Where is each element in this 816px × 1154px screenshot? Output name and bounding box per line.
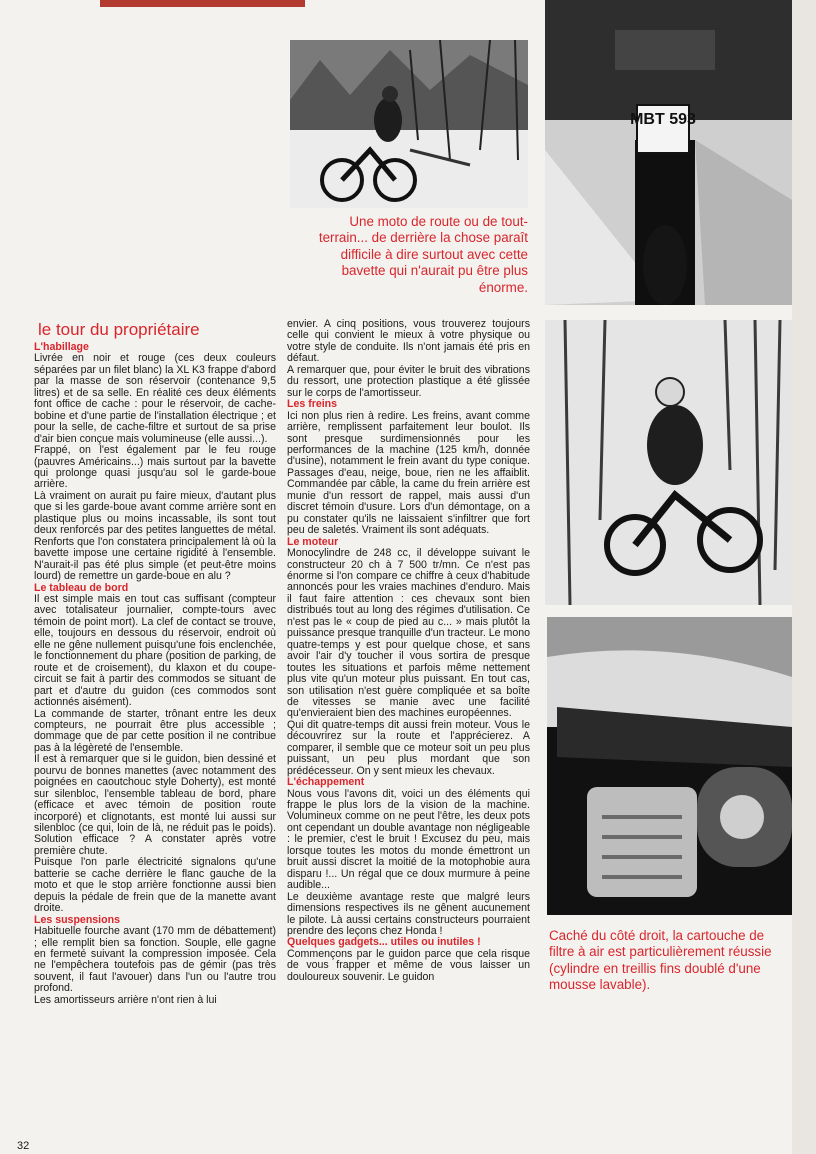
paragraph: A remarquer que, pour éviter le bruit des vibrations du ressort, une protection plastique a été glissée sur le corps de l'amortisseur. — [287, 363, 530, 399]
subheading: Les suspensions — [34, 913, 120, 926]
paragraph: Puisque l'on parle électricité signalons qu'une batterie se cache derrière le flanc gauche de la moto et que le stop arrière fonctionne aussi bien depuis la pédale de frein que de la manette avant droite. — [34, 856, 276, 915]
paragraph: Commençons par le guidon parce que cela risque de vous frapper et même de vous laisser un douloureux souvenir. Le guidon — [287, 947, 530, 983]
column-right — [287, 319, 530, 983]
article-title: le tour du propriétaire — [38, 320, 200, 339]
subheading: Le tableau de bord — [34, 581, 129, 594]
photo-rider-forest — [545, 320, 792, 605]
paragraph: Là vraiment on aurait pu faire mieux, d'autant plus que si les garde-boue avant comme arrière sont en plastique plus ou moins incassable, ils sont tout deux renforcés par des petites languettes de métal. Renforts que l'on constatera principalement là où la bavette impose une certaine rigidité à l'ensemble. N'aurait-il pas été plus simple (et peut-être moins lourd) de remettre un garde-boue en alu ? — [34, 489, 276, 583]
photo-caption-top: Une moto de route ou de tout-terrain... de derrière la chose paraît difficile à dire surtout avec cette bavette qui n'aurait pu être plus énorme. — [318, 214, 528, 295]
page-number: 32 — [17, 1140, 30, 1152]
paragraph: Frappé, on l'est également par le feu rouge (pauvres Américains...) mais surtout par la bavette qui prolonge quasi jusqu'au sol le garde-boue arrière. — [34, 444, 276, 491]
paragraph: Il est à remarquer que si le guidon, bien dessiné et pourvu de bonnes manettes (avec notamment des poignées en caoutchouc style Doherty), est monté sur silenbloc, l'ensemble tableau de bord, phare (efficace et avec témoin de position route incorporé) et clignotants, est monté lui aussi sur silenbloc (ce qui, loin de là, ne réduit pas le poids). Solution efficace ? A constater après votre première chute. — [34, 753, 276, 857]
subheading: L'échappement — [287, 776, 365, 789]
paragraph: Nous vous l'avons dit, voici un des éléments qui frappe le plus lors de la vision de la machine. Volumineux comme on ne peut l'être, les deux pots ont cependant un double avantage non négligeable : le premier, c'est le bruit ! Excusez du peu, mais lorsque toutes les motos du monde émettront un bruit aussi discret la moitié de la motophobie aura disparu !... Un régal que ce doux murmure à peine audible... — [287, 787, 530, 892]
paragraph: Habituelle fourche avant (170 mm de débattement) ; elle remplit bien sa fonction. Souple, elle gagne en fermeté suivant la compression imposée. Cela ne l'empêchera toutefois pas de gémir (pas très souvent, il faut l'avouer) dans l'un ou l'autre trou profond. — [34, 925, 276, 995]
subheading: Les freins — [287, 398, 338, 411]
paragraph: Les amortisseurs arrière n'ont rien à lui — [34, 993, 217, 1006]
subheading: L'habillage — [34, 341, 89, 353]
paragraph: Le deuxième avantage reste que malgré leurs dimensions respectives ils ne gênent aucunement le pilote. Là aussi certains constructeurs pourraient prendre des leçons chez Honda ! — [287, 890, 530, 938]
paragraph: Qui dit quatre-temps dit aussi frein moteur. Vous le découvrirez sur la route et l'apprécierez. A comparer, il semble que ce moteur soit un peu plus puissant, un peu plus mordant que son prédécesseur. On y sent mieux les chevaux. — [287, 718, 530, 777]
photo-rider-in-snow — [290, 40, 528, 208]
paragraph: Livrée en noir et rouge (ces deux couleurs séparées par un filet blanc) la XL K3 frappe d'abord par la masse de son réservoir (contenance 9,5 litres) et de sa selle. En réalité ces deux éléments font office de cache : pour le réservoir, de cache-bobine et d'une partie de l'installation électrique ; et pour la selle, de cache-filtre et surtout de sa prise d'air bien conçue mais volumineuse (elle aussi...). — [34, 352, 276, 445]
paragraph: Ici non plus rien à redire. Les freins, avant comme arrière, remplissent parfaitement leur boulot. Ils sont presque surdimensionnés pour les performances de la machine (125 km/h, donnée d'usine), notamment le frein avant du type conique. Passages d'eau, neige, boue, rien ne les affaiblit. Commandée par câble, la came du frein arrière est munie d'un ressort de rappel, mais aussi d'un discret témoin d'usure. Lors d'un démontage, on a pu constater qu'ils ne laissaient s'infiltrer que fort peu de saletés. Vraiment ils sont adéquats. — [287, 409, 530, 537]
page-edge-strip — [792, 0, 816, 1154]
paragraph: Il est simple mais en tout cas suffisant (compteur avec totalisateur journalier, compte-tours avec témoin de point mort). La clef de contact se trouve, elle, toujours en dessous du réservoir, endroit où elle ne gêne nullement puisqu'une fois enclenchée, le fonctionnement du phare (position de parking, de route et de croisement), du klaxon et du coupe-circuit se fait à partir des commodos se situant de part et d'autre du guidon (ces commodos sont actionnés aisément). — [34, 592, 276, 709]
subheading: Le moteur — [287, 535, 339, 548]
photo-rear-view-plate — [545, 0, 792, 305]
column-left — [34, 342, 276, 1006]
photo-caption-bottom: Caché du côté droit, la cartouche de filtre à air est particulièrement réussie (cylindre en treillis fins doublé d'une mousse lavable). — [549, 928, 772, 993]
paragraph: La commande de starter, trônant entre les deux compteurs, ne pourrait être plus accessible ; dommage que de par cette position il ne contribue pas à la légèreté de l'ensemble. — [34, 707, 276, 754]
subheading: Quelques gadgets... utiles ou inutiles ! — [287, 936, 481, 949]
photo-air-filter-detail — [547, 617, 792, 915]
paragraph: envier. A cinq positions, vous trouverez toujours celle qui convient le mieux à votre physique ou votre style de conduite. Ils n'ont jamais été pris en défaut. — [287, 318, 530, 365]
plate-text: MBT 593 — [630, 111, 696, 128]
paragraph: Monocylindre de 248 cc, il développe suivant le constructeur 20 ch à 7 500 tr/mn. Ce n'est pas énorme si l'on compare ce chiffre à ceux d'habitude annoncés pour les vraies machines d'enduro. Mais il faut faire attention : ces chevaux sont bien distribués tout au long des régimes d'utilisation. Ce n'est pas le « coup de pied au c... » mais plutôt la puissance presque tranquille d'un tracteur. Le mono quatre-temps y est pour quelque chose, et sans avoir l'air d'y toucher il vous sortira de presque toutes les situations et parfois même nettement plus vite qu'un moteur plus puissant. En tout cas, son utilisation n'est guère compliquée et sa boîte de vitesses se manie avec une facilité qu'envieraient bien des machines européennes. — [287, 547, 530, 720]
top-color-bar — [100, 0, 305, 7]
